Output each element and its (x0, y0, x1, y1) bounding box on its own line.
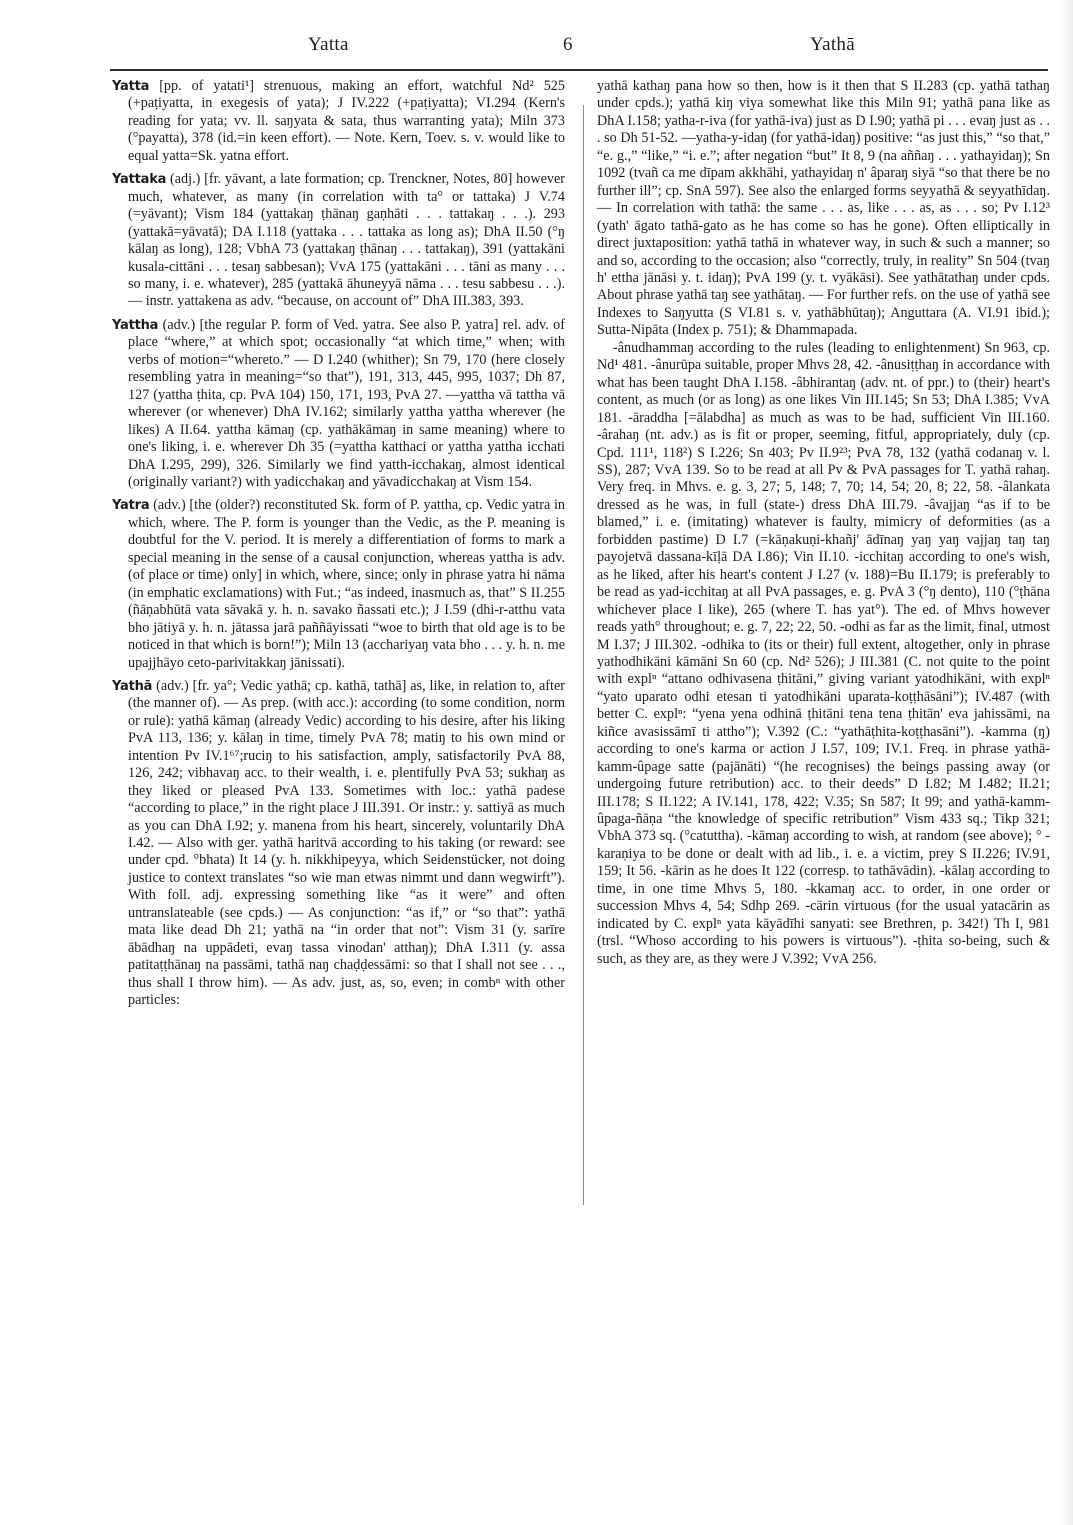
running-head (110, 34, 1055, 64)
yatha-compounds: -ânudhammaŋ according to the rules (leading to enlightenment) Sn 963, cp. Nd¹ 481. -ânurūpa suitable, proper Mhvs 28, 42. -ânusiṭṭhaŋ in accordance with what has been taught DhA I.158. -âbhirantaŋ (adv. nt. of ppr.) to (their) heart's content, as much (or as long) as one likes Vin III.145; Sn 53; DhA I.385; VvA 181. -āraddha [=ālabdha] as much as was to be had, sufficient Vin III.160. -ârahaŋ (nt. adv.) as is fit or proper, seeming, fitful, appropriately, duly (cp. Cpd. 111¹, 118²) S I.226; Sn 403; Pv II.9²³; PvA 78, 132 (yathā codanaŋ v. l. SS), 287; VvA 139. So to be read at all Pv & PvA passages for T. yathā rahaŋ. Very freq. in Mhvs. e. g. 3, 27; 5, 148; 7, 70; 14, 54; 20, 8; 22, 58. -âlankata dressed as he was, in full (state-) dress DhA III.79. -âvajjaŋ “as if to be blamed,” i. e. (imitating) whatever is faulty, mimicry of deformities (as a forbidden pastime) D I.7 (=kāṇakuṇi-khañj' ādīnaŋ yaŋ yaŋ vajjaŋ taŋ taŋ payojetvā dassana-kīḷā DA I.86); Vin II.10. -icchitaŋ according to one's wish, as he liked, after his heart's content J I.27 (v. 188)=Bu II.179; is preferably to be read as yad-icchitaŋ at all PvA passages, e. g. PvA 3 (°ŋ dento), 110 (°ṭhāna whichever place I like), 265 (where T. has yat°). The ed. of Mhvs however reads yath° throughout; e. g. 7, 22; 22, 50. -odhi as far as the limit, final, utmost M I.37; J III.302. -odhika to (its or their) full extent, altogether, only in phrase yathodhikāni kāmāni Sn 60 (cp. Nd² 526); J III.381 (C. not quite to the point with explⁿ “attano odhivasena ṭhitāni,” giving variant yatodhikāni, with explⁿ “yato uparato odhi etesan ti yatodhikāni uparata-koṭṭhāsāni”); IV.487 (with better C. explⁿ: “yena yena odhinā ṭhitāni tena tena ṭhitān' eva jahissāmi, na kiñce avasissāmī ti attho”); V.392 (C.: “yathāṭhita-koṭṭhasāni”). -kamma (ŋ) according to one's karma or action J I.57, 109; IV.1. Freq. in phrase yathā-kamm-ûpage satte (pajānāti) “(he recognises) the beings passing away (or undergoing future retribution) acc. to their deeds” D I.82; M I.482; II.21; III.178; S II.122; A IV.141, 178, 422; V.35; Sn 587; It 99; and yathā-kamm-ûpaga-ñāṇa “the knowledge of specific retribution” Vism 433 sq.; Tikp 321; VbhA 373 sq. (°catuttha). -kāmaŋ according to wish, at random (see above); ° -karaṇiya to be done or dealt with ad lib., i. e. a victim, prey S II.226; IV.91, 159; It 56. -kārin as he does It 122 (corresp. to tathāvādin). -kālaŋ according to time, in one time Mhvs 5, 180. -kkamaŋ acc. to order, in one order or succession Mhvs 4, 54; Sdhp 269. -cārin virtuous (for the usual yatacārin as indicated by C. explⁿ yata kāyādīhi sanyati: see Brethren, p. 342!) Th I, 981 (trsl. “Whoso according to his powers is virtuous”). -ṭhita so-being, such & such, as they are, as they were J V.392; VvA 256. (597, 339, 1050, 967)
column-divider (583, 105, 584, 1205)
entry-yattha (112, 317, 565, 492)
right-column (597, 78, 1050, 968)
left-guide-word: Yatta (308, 34, 349, 55)
headword: Yattaka (112, 172, 167, 188)
entry-body: (adv.) [fr. ya°; Vedic yathā; cp. kathā, tathā] as, like, in relation to, after (the manner of). — As prep. (with acc.): according (to some condition, norm or rule): yathā kāmaŋ (already Vedic) according to his desire, after his liking PvA 113, 136; y. kālaŋ in time, timely PvA 78; matiŋ to his own mind or intention Pv IV.1⁶⁷;ruciŋ to his satisfaction, amply, satisfactorily PvA 88, 126, 242; vibhavaŋ acc. to their wealth, i. e. plentifully PvA 53; sukhaŋ as they liked or pleased PvA 133. Sometimes with loc.: yathā padese “according to place,” in the right place J III.391. Or instr.: y. sattiyā as much as you can DhA I.92; y. manena from his heart, sincerely, voluntarily DhA I.42. — Also with ger. yathā haritvā according to his taking (or reward: see under cpd. °bhata) It 14 (y. h. nikkhipeyya, which Seidenstücker, not doing justice to context translates “so wie man etwas nimmt und dann wegwirft”). With foll. adj. expressing something like “as it were” and often untranslateable (see cpds.) — As conjunction: “as if,” or “so that”: yathā mata like dead Dh 21; yathā na “in order that not”: Vism 31 (y. sarīre ābādhaŋ na uppādeti, evaŋ tassa vinodan' atthaŋ); DhA I.311 (y. assa patitaṭṭhānaŋ na passāmi, tathā naŋ chaḍḍessāmi: so that I shall not see . . ., thus shall I throw him). — As adv. just, as, so, even; in combⁿ with other particles: (128, 677, 565, 1009)
right-guide-word: Yathā (810, 34, 855, 55)
entry-body: (adj.) [fr. yāvant, a late formation; cp. Trenckner, Notes, 80] however much, whatever, as many (in correlation with ta° or tattaka) J V.74 (=yāvant); Vism 184 (yattakaŋ ṭhānaŋ gaṇhāti . . . tattakaŋ . . .). 293 (yattakā=yāvatā); DA I.118 (yattaka . . . tattaka as long as); DhA II.50 (°ŋ kālaŋ as long), 128; VbhA 73 (yattakaŋ ṭhānaŋ . . . tattakaŋ), 391 (yattakāni kusala-cittāni . . . tesaŋ sabbesan); VvA 175 (yattakāni . . . tāni as many . . . so many, i. e. whatever), 285 (yattakā āhuneyyā nāma . . . tesu sabbesu . . .). — instr. yattakena as adv. “because, on account of” DhA III.383, 393. (128, 171, 566, 310)
entry-body: (adv.) [the (older?) reconstituted Sk. form of P. yattha, cp. Vedic yatra in which, where. The P. form is younger than the Vedic, as the P. meaning is doubtful for the V. period. It is merely a differentiation of forms to mark a special meaning in the sense of a causal conjunction, whereas yattha is adv. (of place or time) only] in which, where, since; only in phrase yatra hi nāma (in emphatic exclamations) with Fut.; “as indeed, inasmuch as, that” S II.255 (ñāṇabhūtā vata sāvakā y. h. n. savako ñassati etc.); J I.59 (dhi-r-atthu vata bho jātiyā y. h. n. jātassa jarā paññāyissati “woe to birth that old age is to be noticed in that which is born!”); Miln 13 (acchariyaŋ vata bho . . . y. h. n. me upajjhāyo ceto-parivitakkaŋ jānissati). (128, 497, 566, 671)
entry-yatta (112, 78, 565, 165)
entry-yatha (112, 678, 565, 1010)
entry-yatha-continued: yathā kathaŋ pana how so then, how is it then that S II.283 (cp. yathā tathaŋ under cpds.); yathā kiŋ viya somewhat like this Miln 91; yathā pana like as DhA I.158; yatha-r-iva (for yathā-iva) just as D I.90; yathā pi . . . evaŋ just as . . . so Dh 51-52. —yatha-y-idaŋ (for yathā-idaŋ) positive: “as just this,” “so that,” “e. g.,” “like,” “i. e.”; after negation “but” It 8, 9 (na aññaŋ . . . yathayidaŋ); Sn 1092 (tvañ ca me dīpam akkhāhi, yathayidaŋ n' âparaŋ siyā “so that there be no further ill”; cp. SnA 597). See also the enlarged forms seyyathā & seyyathīdaŋ. — In correlation with tathā: the same . . . as, like . . . as, as . . . so; Pv I.12³ (yath' āgato tathā-gato as he has come so has he gone). Often elliptically in direct juxtaposition: yathā tathā in whatever way, in such & such a manner; so and so, according to the occasion; also “correctly, truly, in reality” Sn 504 (tvaŋ h' ettha jānāsi y. t. idaŋ); PvA 199 (y. t. vyākāsi). See yathātathaŋ under cpds. About phrase yathā taŋ see yathātaŋ. — For further refs. on the use of yathā see Indexes to Saŋyutta (S VI.81 s. v. yathābhūtaŋ); Anguttara (A. VI.91 ibid.); Sutta-Nipāta (Index p. 751); & Dhammapada. (597, 78, 1050, 339)
entry-yatra (112, 497, 565, 672)
entry-yattaka (112, 171, 565, 311)
page-number: 6 (563, 34, 573, 55)
entry-body: (adv.) [the regular P. form of Ved. yatra. See also P. yatra] rel. adv. of place “where,” at which spot; occasionally “at which time,” when; with verbs of motion=“whereto.” — D I.240 (whither); Sn 79, 170 (here closely resembling yatra in meaning=“so that”), 191, 313, 445, 995, 1037; Dh 87, 127 (yattha ṭhita, cp. PvA 104) 150, 171, 193, PvA 27. —yattha vā tattha vā wherever (or whenever) DhA IV.162; similarly yattha yattha wherever (he likes) A II.64. yattha kāmaŋ (cp. yathākāmaŋ in same meaning) where to one's liking, i. e. wherever Dh 35 (=yattha katthaci or yattha yattha icchati DhA I.295, 299), 326. Similarly we find yatth-icchakaŋ, almost identical (originally variant?) with yadicchakaŋ and yāvadicchakaŋ at Vism 154. (128, 316, 565, 490)
headword: Yatra (112, 498, 150, 514)
headword: Yatta (112, 79, 150, 94)
headword: Yattha (112, 317, 159, 333)
headword: Yathā (112, 678, 153, 694)
entry-body: [pp. of yatati¹] strenuous, making an effort, watchful Nd² 525 (+paṭiyatta, in exegesis of yata); J IV.222 (+paṭiyatta); VI.294 (Kern's reading for yata; vv. ll. saŋyata & sata, thus warranting yata); Miln 373 (°payatta), 378 (id.=in keen effort). — Note. Kern, Toev. s. v. would like to equal yatta=Sk. yatna effort. (128, 78, 565, 164)
scan-edge-shadow (1060, 0, 1073, 1525)
header-rule (110, 69, 1048, 71)
left-column (112, 78, 565, 1016)
